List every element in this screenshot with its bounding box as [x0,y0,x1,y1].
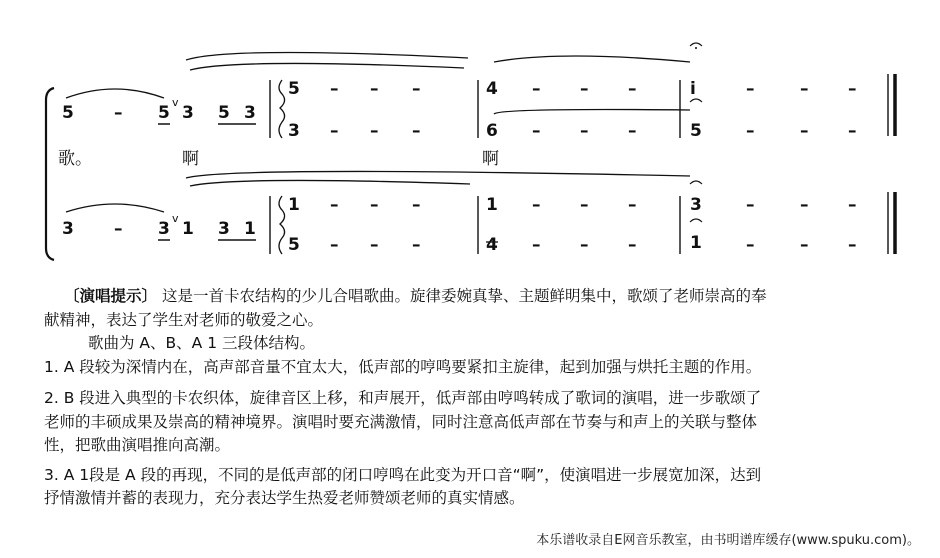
item-1: 1. A 段较为深情内在，高声部音量不宜太大，低声部的哼鸣要紧扣主旋律，起到加强与烘托主题的作用。 [44,358,762,376]
item-2-line-3: 性，把歌曲演唱推向高潮。 [44,436,231,454]
item-2-line-1: 2. B 段进入典型的卡农织体，旋律音区上移，和声展开，低声部由哼鸣转成了歌词的演唱，进一步歌颂了 [44,389,762,407]
note: 5 [158,103,170,123]
svg-text:–: – [370,121,379,141]
note: 3 [158,219,170,239]
note: 3 [288,121,300,141]
note: 4 [486,235,498,255]
note: 5 [218,103,230,123]
note: 1 [486,195,498,215]
dash: – [370,195,379,215]
note: 5 [690,121,702,141]
dash: – [114,103,123,123]
dash: – [800,79,809,99]
note: 3 [218,219,230,239]
svg-text:v: v [172,96,179,109]
structure-text: 歌曲为 A、B、A 1 三段体结构。 [88,334,315,352]
dash: – [330,79,339,99]
dash: – [746,79,755,99]
dash: – [746,195,755,215]
lyric: 歌。 [58,149,92,169]
intro-text-1: 这是一首卡农结构的少儿合唱歌曲。旋律委婉真挚、主题鲜明集中，歌颂了老师崇高的奉 [161,287,767,305]
note: 1 [690,233,702,253]
note: 3 [182,103,194,123]
svg-text:–: – [412,235,421,255]
dash: – [800,195,809,215]
dash: – [330,195,339,215]
note: i [690,79,696,99]
dash: – [370,79,379,99]
note: 1 [182,219,194,239]
dash: – [580,79,589,99]
note: 5 [288,79,300,99]
lyric: 啊 [482,149,499,169]
dash: – [628,195,637,215]
source-footer: 本乐谱收录自E网音乐教室，由书明谱库缓存(www.spuku.com)。 [536,533,920,548]
numbered-music-score [0,0,940,270]
dash: – [848,195,857,215]
dash: – [114,219,123,239]
note: 5 [62,103,74,123]
svg-text:–: – [628,121,637,141]
note: 4 [486,79,498,99]
svg-text:–: – [532,121,541,141]
dash: – [848,79,857,99]
note: 3 [690,195,702,215]
dash: – [532,79,541,99]
svg-text:–: – [848,235,857,255]
item-3-line-1: 3. A 1段是 A 段的再现，不同的是低声部的闭口哼鸣在此变为开口音“啊”，使演唱进一步展宽加深，达到 [44,466,762,484]
svg-text:–: – [746,121,755,141]
tip-label: 〔演唱提示〕 [64,287,158,305]
item-2-line-2: 老师的丰硕成果及崇高的精神境界。演唱时要充满激情，同时注意高低声部在节奏与和声上的关联与整体 [44,413,758,431]
dash: – [532,195,541,215]
intro-text-2: 献精神，表达了学生对老师的敬爱之心。 [44,311,324,329]
upper-part [62,43,895,141]
dash: – [628,79,637,99]
svg-text:–: – [580,235,589,255]
lower-part [62,171,895,255]
tip-line-1 [64,285,766,307]
svg-text:–: – [330,121,339,141]
note: 5 [288,235,300,255]
note: 6 [486,121,498,141]
note: 1 [288,195,300,215]
svg-text:–: – [330,235,339,255]
svg-text:–: – [848,121,857,141]
note: 1 [244,219,256,239]
lyric: 啊 [182,149,199,169]
dash: – [580,195,589,215]
svg-text:–: – [532,235,541,255]
svg-text:–: – [628,235,637,255]
dash: – [412,195,421,215]
svg-text:–: – [800,235,809,255]
svg-text:–: – [800,121,809,141]
svg-text:–: – [370,235,379,255]
dash: – [412,79,421,99]
note: 3 [62,219,74,239]
system-bracket [46,88,54,260]
svg-text:v: v [172,212,179,225]
svg-text:–: – [580,121,589,141]
note: 3 [244,103,256,123]
item-3-line-2: 抒情激情并蓄的表现力，充分表达学生热爱老师赞颂老师的真实情感。 [44,489,525,507]
svg-text:–: – [412,121,421,141]
svg-text:–: – [746,235,755,255]
